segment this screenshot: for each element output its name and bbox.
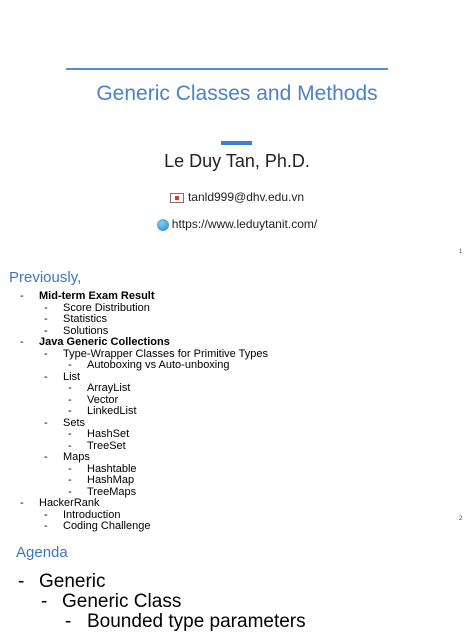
bullet-dash: - [44,416,48,429]
bullet-dash: - [68,405,72,417]
list-item [0,360,268,372]
list-item [0,452,268,464]
list-item [0,372,268,384]
bullet-dash: - [68,474,72,486]
bullet-dash: - [68,462,72,475]
bullet-dash: - [20,290,24,302]
title-rule [66,68,388,70]
list-item-text: Maps [63,451,90,463]
list-item [0,429,268,441]
list-item [0,572,306,592]
bullet-dash: - [18,571,25,592]
list-item [0,303,268,315]
website-row [0,217,474,231]
list-item [0,337,268,349]
mail-icon [170,193,184,203]
list-item-text: LinkedList [87,405,137,417]
list-item-text: ArrayList [87,382,131,394]
bullet-dash: - [44,520,48,532]
list-item-text: Bounded type parameters [87,611,306,632]
page-number-1: 1 [459,249,463,255]
list-item-text: Type-Wrapper Classes for Primitive Types [63,347,268,360]
list-item [0,464,268,476]
previously-list [0,291,268,533]
bullet-dash: - [68,382,72,394]
list-item [0,406,268,418]
list-item [0,612,306,632]
slide-title: Generic Classes and Methods [96,82,378,105]
accent-bar [221,141,252,145]
website-link[interactable]: https://www.leduytanit.com/ [171,217,318,231]
list-item-text: Score Distribution [63,301,150,314]
list-item [0,498,268,510]
list-item-text: TreeMaps [87,485,137,498]
email-link[interactable]: tanld999@dhv.edu.vn [187,190,305,204]
list-item [0,441,268,453]
list-item [0,521,268,533]
list-item-text: TreeSet [87,439,126,452]
globe-icon [157,219,169,231]
bullet-dash: - [68,359,72,371]
list-item-text: Statistics [63,313,108,325]
list-item-text: HashSet [87,428,130,440]
list-item-text: Mid-term Exam Result [39,290,155,302]
bullet-dash: - [44,301,48,314]
bullet-dash: - [68,485,72,498]
list-item [0,383,268,395]
list-item-text: Hashtable [87,462,137,475]
bullet-dash: - [44,508,48,521]
list-item-text: HackerRank [39,497,100,509]
bullet-dash: - [20,497,24,509]
list-item-text: Sets [63,416,86,429]
list-item-text: Java Generic Collections [39,336,170,348]
bullet-dash: - [20,336,24,348]
bullet-dash: - [41,591,48,612]
bullet-dash: - [68,393,72,406]
bullet-dash: - [44,313,48,325]
bullet-dash: - [65,611,72,632]
author-name: Le Duy Tan, Ph.D. [164,151,310,171]
previously-heading: Previously, [9,269,82,286]
list-item-text: Generic [39,571,106,592]
list-item [0,418,268,430]
list-item [0,314,268,326]
bullet-dash: - [44,451,48,463]
bullet-dash: - [68,428,72,440]
list-item-text: Introduction [63,508,121,521]
list-item [0,291,268,303]
list-item [0,475,268,487]
bullet-dash: - [44,324,48,337]
page-number-2: 2 [459,516,463,522]
list-item-text: List [63,370,81,383]
bullet-dash: - [44,370,48,383]
bullet-dash: - [44,347,48,360]
list-item-text: Coding Challenge [63,520,151,532]
bullet-dash: - [68,439,72,452]
list-item-text: HashMap [87,474,135,486]
email-row [0,190,474,204]
list-item [0,592,306,612]
list-item-text: Solutions [63,324,109,337]
agenda-list [0,572,306,632]
list-item-text: Autoboxing vs Auto-unboxing [87,359,230,371]
agenda-heading: Agenda [16,544,68,561]
list-item-text: Generic Class [62,591,182,612]
list-item-text: Vector [87,393,119,406]
